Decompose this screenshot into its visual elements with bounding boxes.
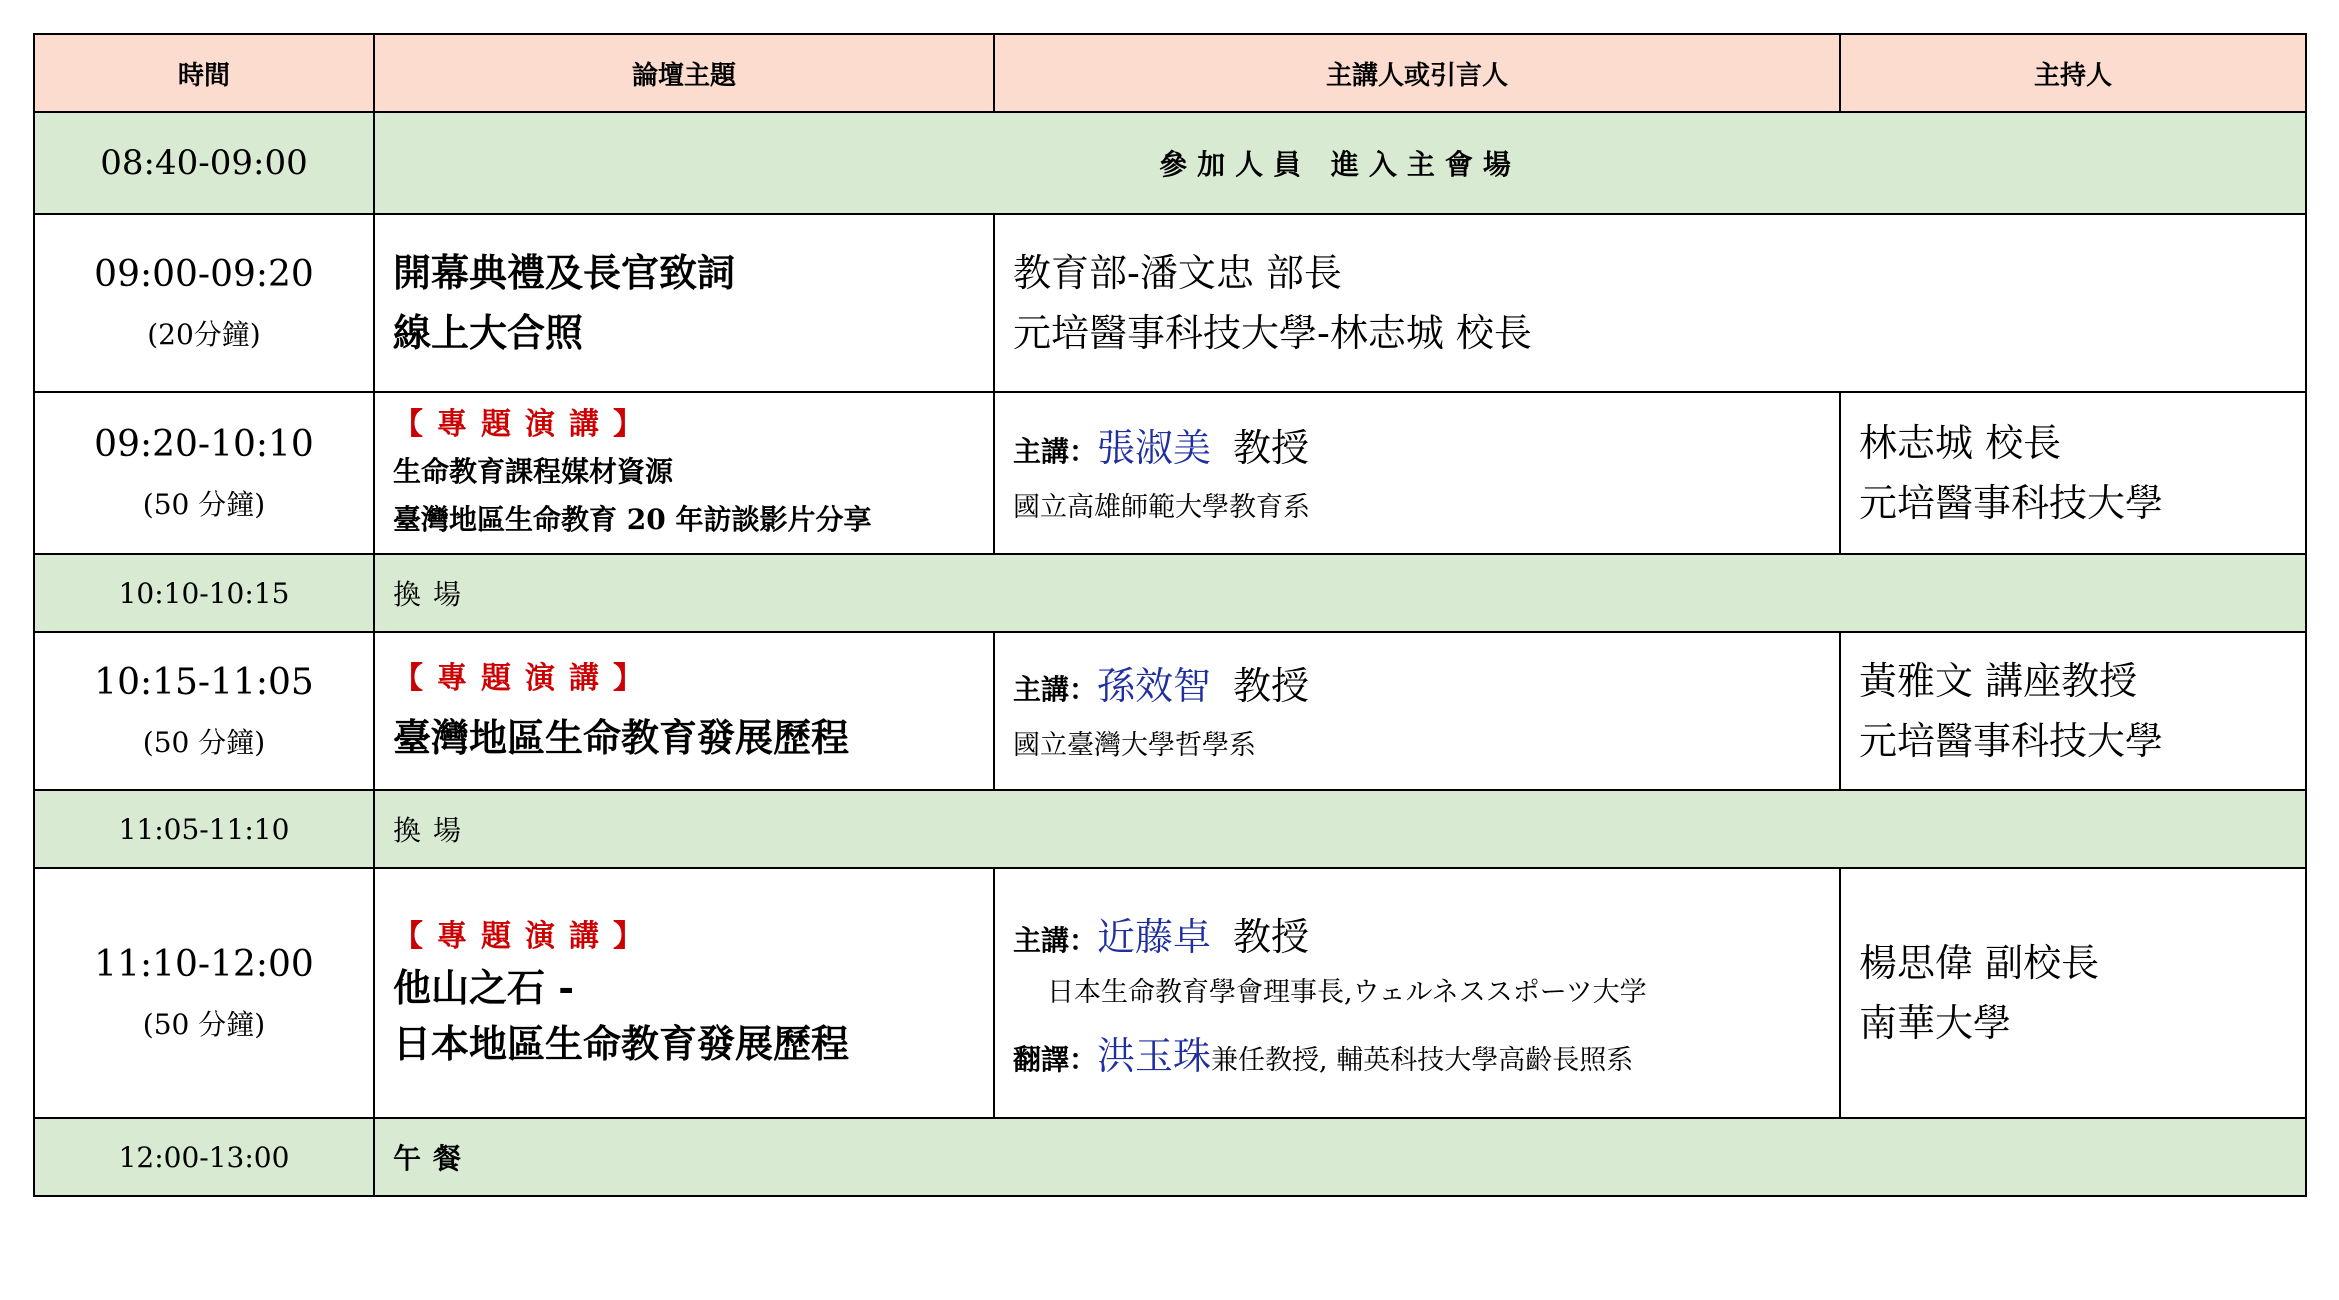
- time-cell: [34, 214, 374, 392]
- speaker-label: 主講：: [1013, 434, 1098, 468]
- host-line-1: 林志城 校長: [1859, 421, 2062, 465]
- header-topic: 論壇主題: [374, 34, 994, 112]
- host-line-2: 元培醫事科技大學: [1859, 481, 2164, 525]
- host-cell: [1840, 868, 2306, 1118]
- host-line-1: 楊思偉 副校長: [1859, 941, 2100, 985]
- speaker-line-2: 元培醫事科技大學-林志城 校長: [1013, 311, 1532, 355]
- topic-line-1: 他山之石 -: [393, 965, 575, 1010]
- speaker-cell: [994, 392, 1840, 554]
- topic-line-1: 生命教育課程媒材資源: [393, 455, 674, 488]
- duration: (50 分鐘): [142, 487, 266, 521]
- time-cell: 08:40-09:00: [34, 112, 374, 214]
- speaker-name: 張淑美: [1097, 425, 1212, 470]
- translator-line: [1013, 1025, 1821, 1080]
- entry-text: [374, 112, 2306, 214]
- time-range: 10:15-11:05: [94, 661, 314, 703]
- speaker-line: [1013, 655, 1821, 710]
- speaker-line: [1013, 417, 1821, 472]
- row-break-2: [34, 790, 2306, 868]
- header-speaker: 主講人或引言人: [994, 34, 1840, 112]
- speaker-cell: [994, 868, 1840, 1118]
- row-opening-entry: [34, 112, 2306, 214]
- keynote-tag: 【專題演講】: [393, 407, 657, 442]
- speaker-name: 孫效智: [1097, 663, 1212, 708]
- topic-cell: [374, 632, 994, 790]
- time-range: 09:00-09:20: [94, 253, 314, 295]
- header-row: [34, 34, 2306, 112]
- topic-line-1: 開幕典禮及長官致詞: [393, 250, 736, 295]
- speaker-cell: [994, 632, 1840, 790]
- topic-cell: [374, 392, 994, 554]
- host-cell: [1840, 632, 2306, 790]
- topic-line-2: 日本地區生命教育發展歷程: [393, 1021, 850, 1066]
- break-label: 換場: [393, 814, 474, 847]
- host-cell: [1840, 392, 2306, 554]
- time-cell: 12:00-13:00: [34, 1118, 374, 1196]
- translator-affiliation: 兼任教授, 輔英科技大學高齡長照系: [1211, 1045, 1634, 1076]
- host-line-2: 元培醫事科技大學: [1859, 719, 2164, 763]
- translator-name: 洪玉珠: [1097, 1034, 1212, 1078]
- time-range: 09:20-10:10: [94, 423, 314, 465]
- row-talk-3: [34, 868, 2306, 1118]
- time-cell: [34, 868, 374, 1118]
- time-range: 11:10-12:00: [94, 943, 314, 985]
- speaker-cell: [994, 214, 2306, 392]
- time-cell: 10:10-10:15: [34, 554, 374, 632]
- agenda-table: [33, 33, 2307, 1197]
- speaker-line: [1013, 906, 1821, 961]
- lunch-cell: [374, 1118, 2306, 1196]
- entry-label: 參加人員 進入主會場: [1159, 148, 1521, 181]
- topic-cell: [374, 214, 994, 392]
- row-talk-1: [34, 392, 2306, 554]
- row-ceremony: [34, 214, 2306, 392]
- host-line-2: 南華大學: [1859, 1001, 2012, 1045]
- duration: (50 分鐘): [142, 1007, 266, 1041]
- duration: (50 分鐘): [142, 725, 266, 759]
- host-line-1: 黃雅文 講座教授: [1859, 659, 2138, 703]
- topic-cell: [374, 868, 994, 1118]
- topic-line-2: 線上大合照: [393, 310, 584, 355]
- time-cell: 11:05-11:10: [34, 790, 374, 868]
- header-host: 主持人: [1840, 34, 2306, 112]
- keynote-tag: 【專題演講】: [393, 661, 657, 696]
- speaker-label: 主講：: [1013, 672, 1098, 706]
- row-break-1: [34, 554, 2306, 632]
- row-lunch: [34, 1118, 2306, 1196]
- speaker-affiliation: 國立高雄師範大學教育系: [1013, 491, 1310, 523]
- speaker-affiliation: 國立臺灣大學哲學系: [1013, 729, 1256, 761]
- break-cell: [374, 554, 2306, 632]
- speaker-title: 教授: [1233, 915, 1310, 959]
- speaker-line-1: 教育部-潘文忠 部長: [1013, 251, 1342, 295]
- break-cell: [374, 790, 2306, 868]
- topic: 臺灣地區生命教育發展歷程: [393, 715, 850, 760]
- topic-line-2: 臺灣地區生命教育 20 年訪談影片分享: [393, 503, 872, 536]
- time-cell: [34, 392, 374, 554]
- speaker-title: 教授: [1233, 663, 1310, 708]
- header-time: 時間: [34, 34, 374, 112]
- row-talk-2: [34, 632, 2306, 790]
- speaker-affiliation: 日本生命教育學會理事長,ウェルネススポーツ大学: [1047, 977, 1647, 1008]
- translator-label: 翻譯：: [1013, 1043, 1098, 1076]
- duration: (20分鐘): [147, 317, 261, 351]
- time-cell: [34, 632, 374, 790]
- break-label: 換場: [393, 578, 474, 611]
- speaker-name: 近藤卓: [1097, 915, 1212, 959]
- speaker-title: 教授: [1233, 425, 1310, 470]
- speaker-label: 主講：: [1013, 924, 1098, 957]
- lunch-label: 午餐: [393, 1142, 474, 1175]
- keynote-tag: 【專題演講】: [393, 919, 657, 954]
